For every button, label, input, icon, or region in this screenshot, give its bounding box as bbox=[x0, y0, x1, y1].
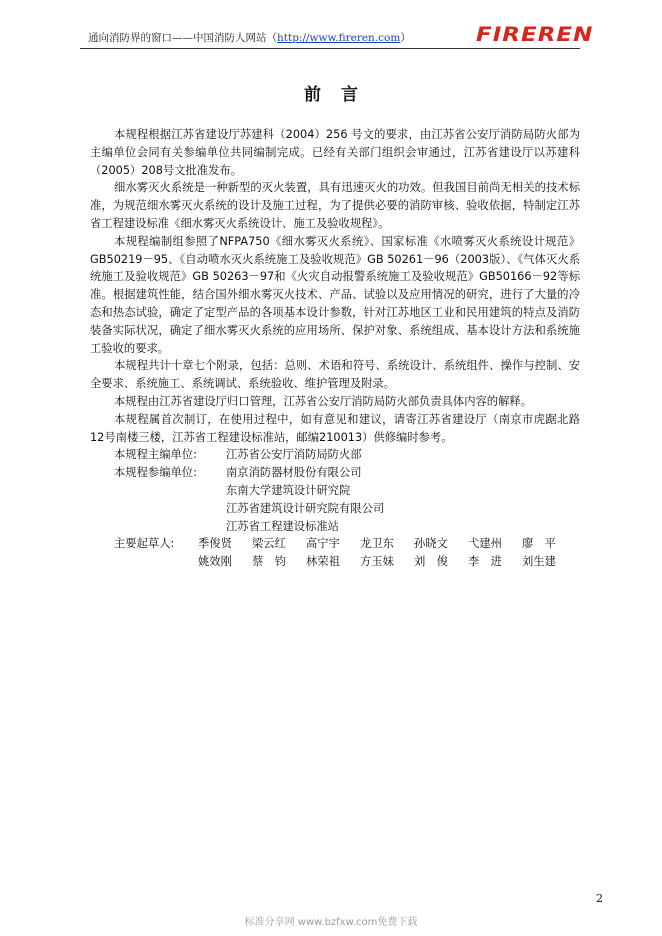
page-header bbox=[0, 0, 662, 52]
paragraph-purpose: 细水雾灭火系统是一种新型的灭火装置，具有迅速灭火的功效。但我国目前尚无相关的技术标准，为规范细水雾灭火系统的设计及施工过程，为了提供必要的消防审核、验收依据，特制定江苏省工程建设标准《细水雾灭火系统设计、施工及验收规程》。 bbox=[90, 181, 580, 230]
drafter-name: 蔡 钧 bbox=[252, 555, 286, 569]
participating-unit: 江苏省工程建设标准站 bbox=[226, 519, 339, 533]
drafter-name: 孙晓文 bbox=[414, 537, 448, 551]
drafter-name: 林荣祖 bbox=[306, 555, 340, 569]
paragraph-intro: 本规程根据江苏省建设厅苏建科（2004）256 号文的要求，由江苏省公安厅消防局防火部为主编单位会同有关参编单位共同编制完成。已经有关部门组织会审通过，江苏省建设厅以苏建科（2005）208号文批准发布。 bbox=[90, 128, 580, 177]
drafters-line-1 bbox=[198, 535, 576, 553]
drafters-row bbox=[90, 535, 580, 571]
drafter-name: 刘生建 bbox=[522, 555, 556, 569]
drafters-label: 主要起草人: bbox=[114, 537, 175, 551]
drafter-name: 刘 俊 bbox=[414, 555, 448, 569]
paragraph-management: 本规程由江苏省建设厅归口管理，江苏省公安厅消防局防火部负责具体内容的解释。 bbox=[114, 394, 532, 408]
chief-unit-value: 江苏省公安厅消防局防火部 bbox=[226, 448, 362, 462]
drafter-name: 高宁宇 bbox=[306, 537, 340, 551]
chief-unit-label: 本规程主编单位: bbox=[114, 448, 197, 462]
drafter-name: 弋建州 bbox=[468, 537, 502, 551]
participating-units-label: 本规程参编单位: bbox=[114, 466, 197, 480]
paragraph-feedback: 本规程属首次制订，在使用过程中，如有意见和建议，请寄江苏省建设厅（南京市虎踞北路12号南楼三楼，江苏省工程建设标准站，邮编210013）供修编时参考。 bbox=[90, 412, 580, 444]
drafter-name: 梁云红 bbox=[252, 537, 286, 551]
drafter-name: 姚效刚 bbox=[198, 555, 232, 569]
document-body bbox=[90, 126, 580, 571]
drafters-list bbox=[198, 535, 576, 571]
drafter-name: 李 进 bbox=[468, 555, 502, 569]
drafters-line-2 bbox=[198, 553, 576, 571]
fireren-logo: FIREREN bbox=[476, 23, 594, 47]
participating-units-list bbox=[226, 464, 384, 535]
footer-watermark: 标准分享网 www.bzfxw.com免费下载 bbox=[244, 917, 418, 928]
drafter-name: 龙卫东 bbox=[360, 537, 394, 551]
paragraph-contents: 本规程共计十章七个附录，包括：总则、术语和符号、系统设计、系统组件、操作与控制、安全要求、系统施工、系统调试、系统验收、维护管理及附录。 bbox=[90, 359, 580, 391]
page-number: 2 bbox=[596, 892, 603, 905]
drafter-name: 廖 平 bbox=[522, 537, 556, 551]
participating-unit: 南京消防器材股份有限公司 bbox=[226, 466, 362, 480]
header-divider bbox=[80, 48, 580, 49]
drafter-name: 方玉妹 bbox=[360, 555, 394, 569]
page-title: 前言 bbox=[304, 85, 378, 105]
paragraph-references: 本规程编制组参照了NFPA750《细水雾灭火系统》、国家标准《水喷雾灭火系统设计规范》GB50219－95、《自动喷水灭火系统施工及验收规范》GB 50261－96（2003版）、《气体灭火系统施工及验收规范》GB 50263－97和《火灾自动报警系统施工及验收规范》GB50166－92等标准。根据建筑性能，结合国外细水雾灭火技术、产品、试验以及应用情况的研究，进行了大量的冷态和热态试验，确定了定型产品的各项基本设计参数，针对江苏地区工业和民用建筑的特点及消防装备实际状况，确定了细水雾灭火系统的应用场所、保护对象、系统组成、基本设计方法和系统施工验收的要求。 bbox=[90, 234, 580, 355]
participating-unit: 东南大学建筑设计研究院 bbox=[226, 483, 351, 497]
header-site-link[interactable]: http://www.fireren.com bbox=[277, 32, 401, 44]
chief-unit-row bbox=[90, 446, 580, 464]
header-site-close: ） bbox=[400, 32, 411, 44]
drafter-name: 季俊贤 bbox=[198, 537, 232, 551]
header-site-text bbox=[88, 30, 411, 45]
participating-unit: 江苏省建筑设计研究院有限公司 bbox=[226, 501, 385, 515]
participating-units-row bbox=[90, 464, 580, 535]
header-site-label: 通向消防界的窗口——中国消防人网站（ bbox=[88, 32, 277, 44]
